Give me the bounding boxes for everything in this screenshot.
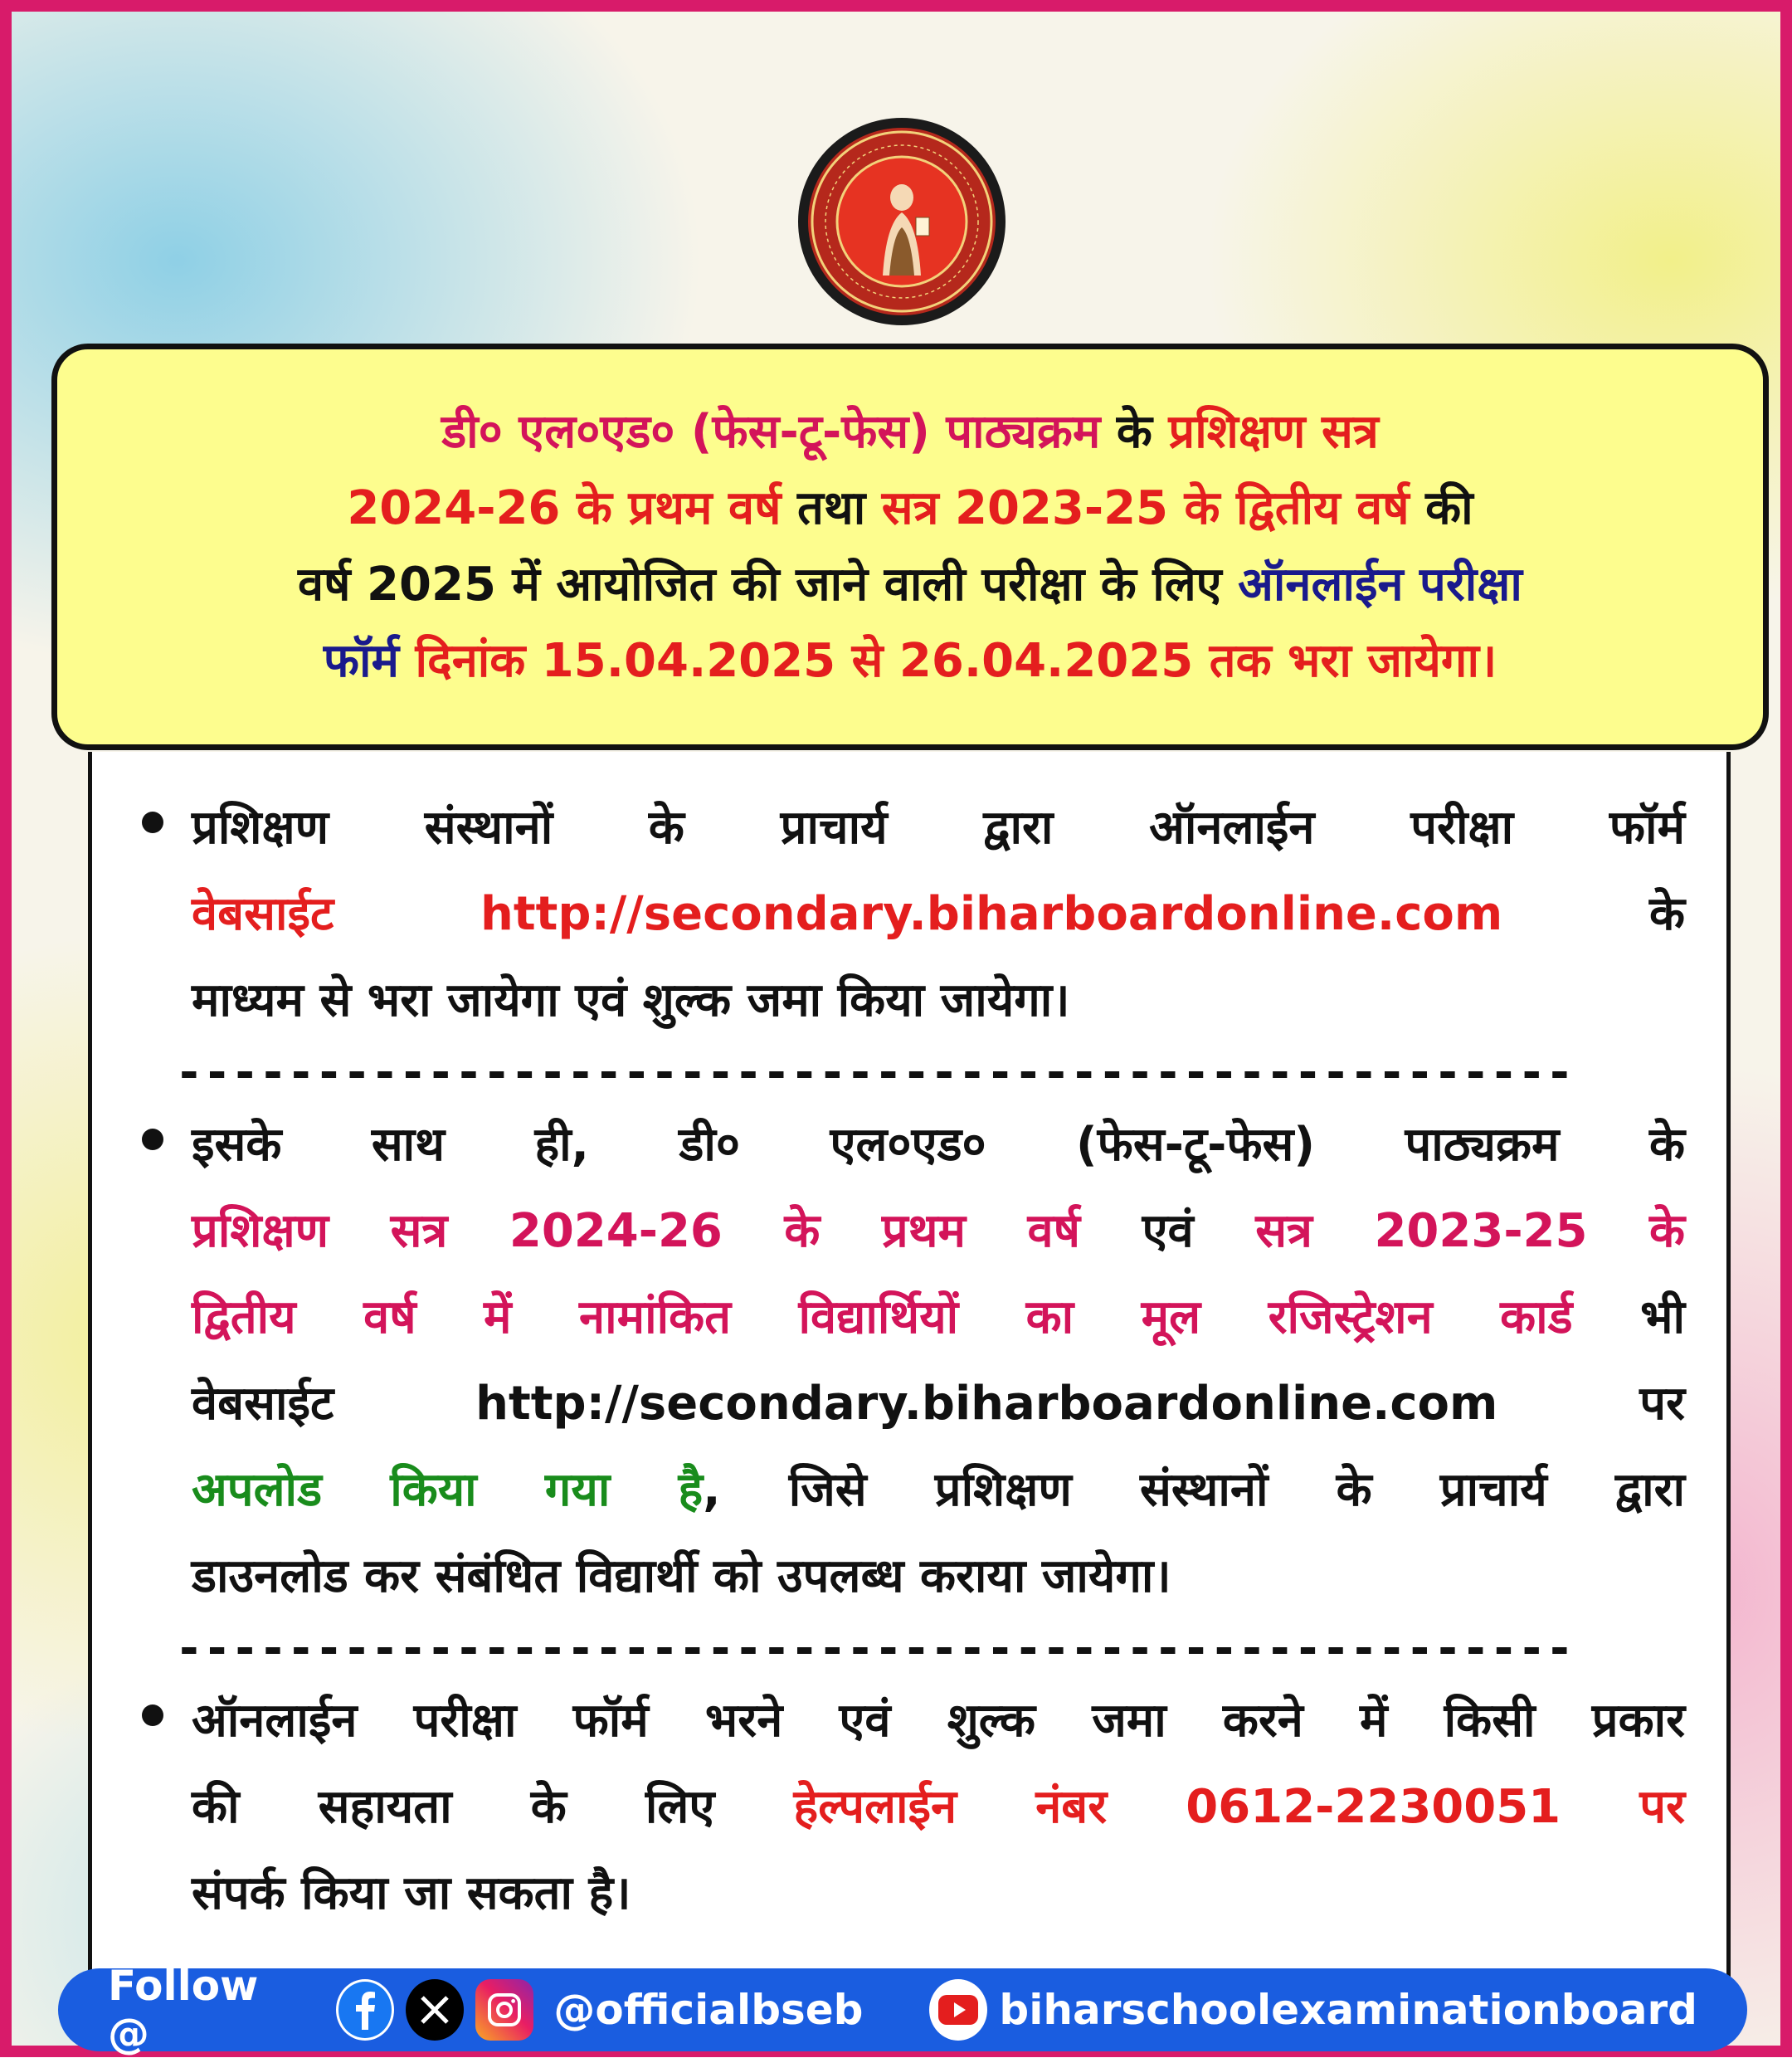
instagram-handle[interactable]: @officialbseb xyxy=(553,1986,864,2034)
follow-label: Follow @ xyxy=(108,1962,259,2058)
youtube-channel[interactable]: biharschoolexaminationboard xyxy=(999,1986,1697,2034)
header-line-3: वर्ष 2025 में आयोजित की जाने वाली परीक्षा के लिए ऑनलाईन परीक्षा xyxy=(298,558,1522,612)
bullet-dot-icon xyxy=(142,812,163,833)
bullet-registration-card: इसके साथ ही, डी० एल०एड० (फेस-टू-फेस) पाठ्यक्रम के प्रशिक्षण सत्र 2024-26 के प्रथम वर्ष एवं सत्र 2023-25 के द्वितीय वर्ष में नामांकित विद्यार्थियों का मूल रजिस्ट्रेशन कार्ड भी वेबसाईट http://secondary.biharboardonline.com पर अपलोड किया गया है, जिसे प्रशिक्षण संस्थानों के प्राचार्य द्वारा डाउनलोड कर संबंधित विद्यार्थी को उपलब्ध कराया जायेगा। xyxy=(142,1102,1685,1620)
separator-dashes: -------------------------------------------------- xyxy=(175,1622,1574,1675)
bullet-helpline: ऑनलाईन परीक्षा फॉर्म भरने एवं शुल्क जमा करने में किसी प्रकार की सहायता के लिए हेल्पलाईन नंबर 0612-2230051 पर संपर्क किया जा सकता है। xyxy=(142,1678,1685,1937)
facebook-icon[interactable] xyxy=(336,1979,394,2041)
website-link-upload[interactable]: वेबसाईट http://secondary.biharboardonline.com पर xyxy=(192,1377,1685,1431)
course-name: डी० एल०एड० (फेस-टू-फेस) पाठ्यक्रम xyxy=(441,405,1101,459)
bullet-dot-icon xyxy=(142,1704,163,1726)
header-line-4: फॉर्म दिनांक 15.04.2025 से 26.04.2025 तक भरा जायेगा। xyxy=(323,634,1497,688)
notice-body xyxy=(88,752,1731,1988)
bullet-dot-icon xyxy=(142,1129,163,1150)
header-line-1: डी० एल०एड० (फेस-टू-फेस) पाठ्यक्रम के प्रशिक्षण सत्र xyxy=(441,405,1379,459)
separator-dashes: -------------------------------------------------- xyxy=(175,1046,1574,1100)
instagram-icon[interactable] xyxy=(475,1979,533,2041)
x-icon[interactable] xyxy=(406,1979,464,2041)
bullet-form-filling: प्रशिक्षण संस्थानों के प्राचार्य द्वारा ऑनलाईन परीक्षा फॉर्म वेबसाईट http://secondary.biharboardonline.com के माध्यम से भरा जायेगा एवं शुल्क जमा किया जायेगा। xyxy=(142,785,1685,1044)
youtube-icon[interactable] xyxy=(929,1979,987,2041)
announcement-header xyxy=(51,344,1769,750)
website-link[interactable]: वेबसाईट http://secondary.biharboardonline.com xyxy=(192,887,1503,941)
form-dates: दिनांक 15.04.2025 से 26.04.2025 तक भरा जायेगा। xyxy=(398,634,1497,688)
bseb-seal-icon xyxy=(798,118,1006,325)
helpline-number: हेल्पलाईन नंबर 0612-2230051 पर xyxy=(793,1780,1685,1834)
social-footer xyxy=(58,1962,1747,2058)
header-line-2: 2024-26 के प्रथम वर्ष तथा सत्र 2023-25 के द्वितीय वर्ष की xyxy=(347,481,1473,535)
